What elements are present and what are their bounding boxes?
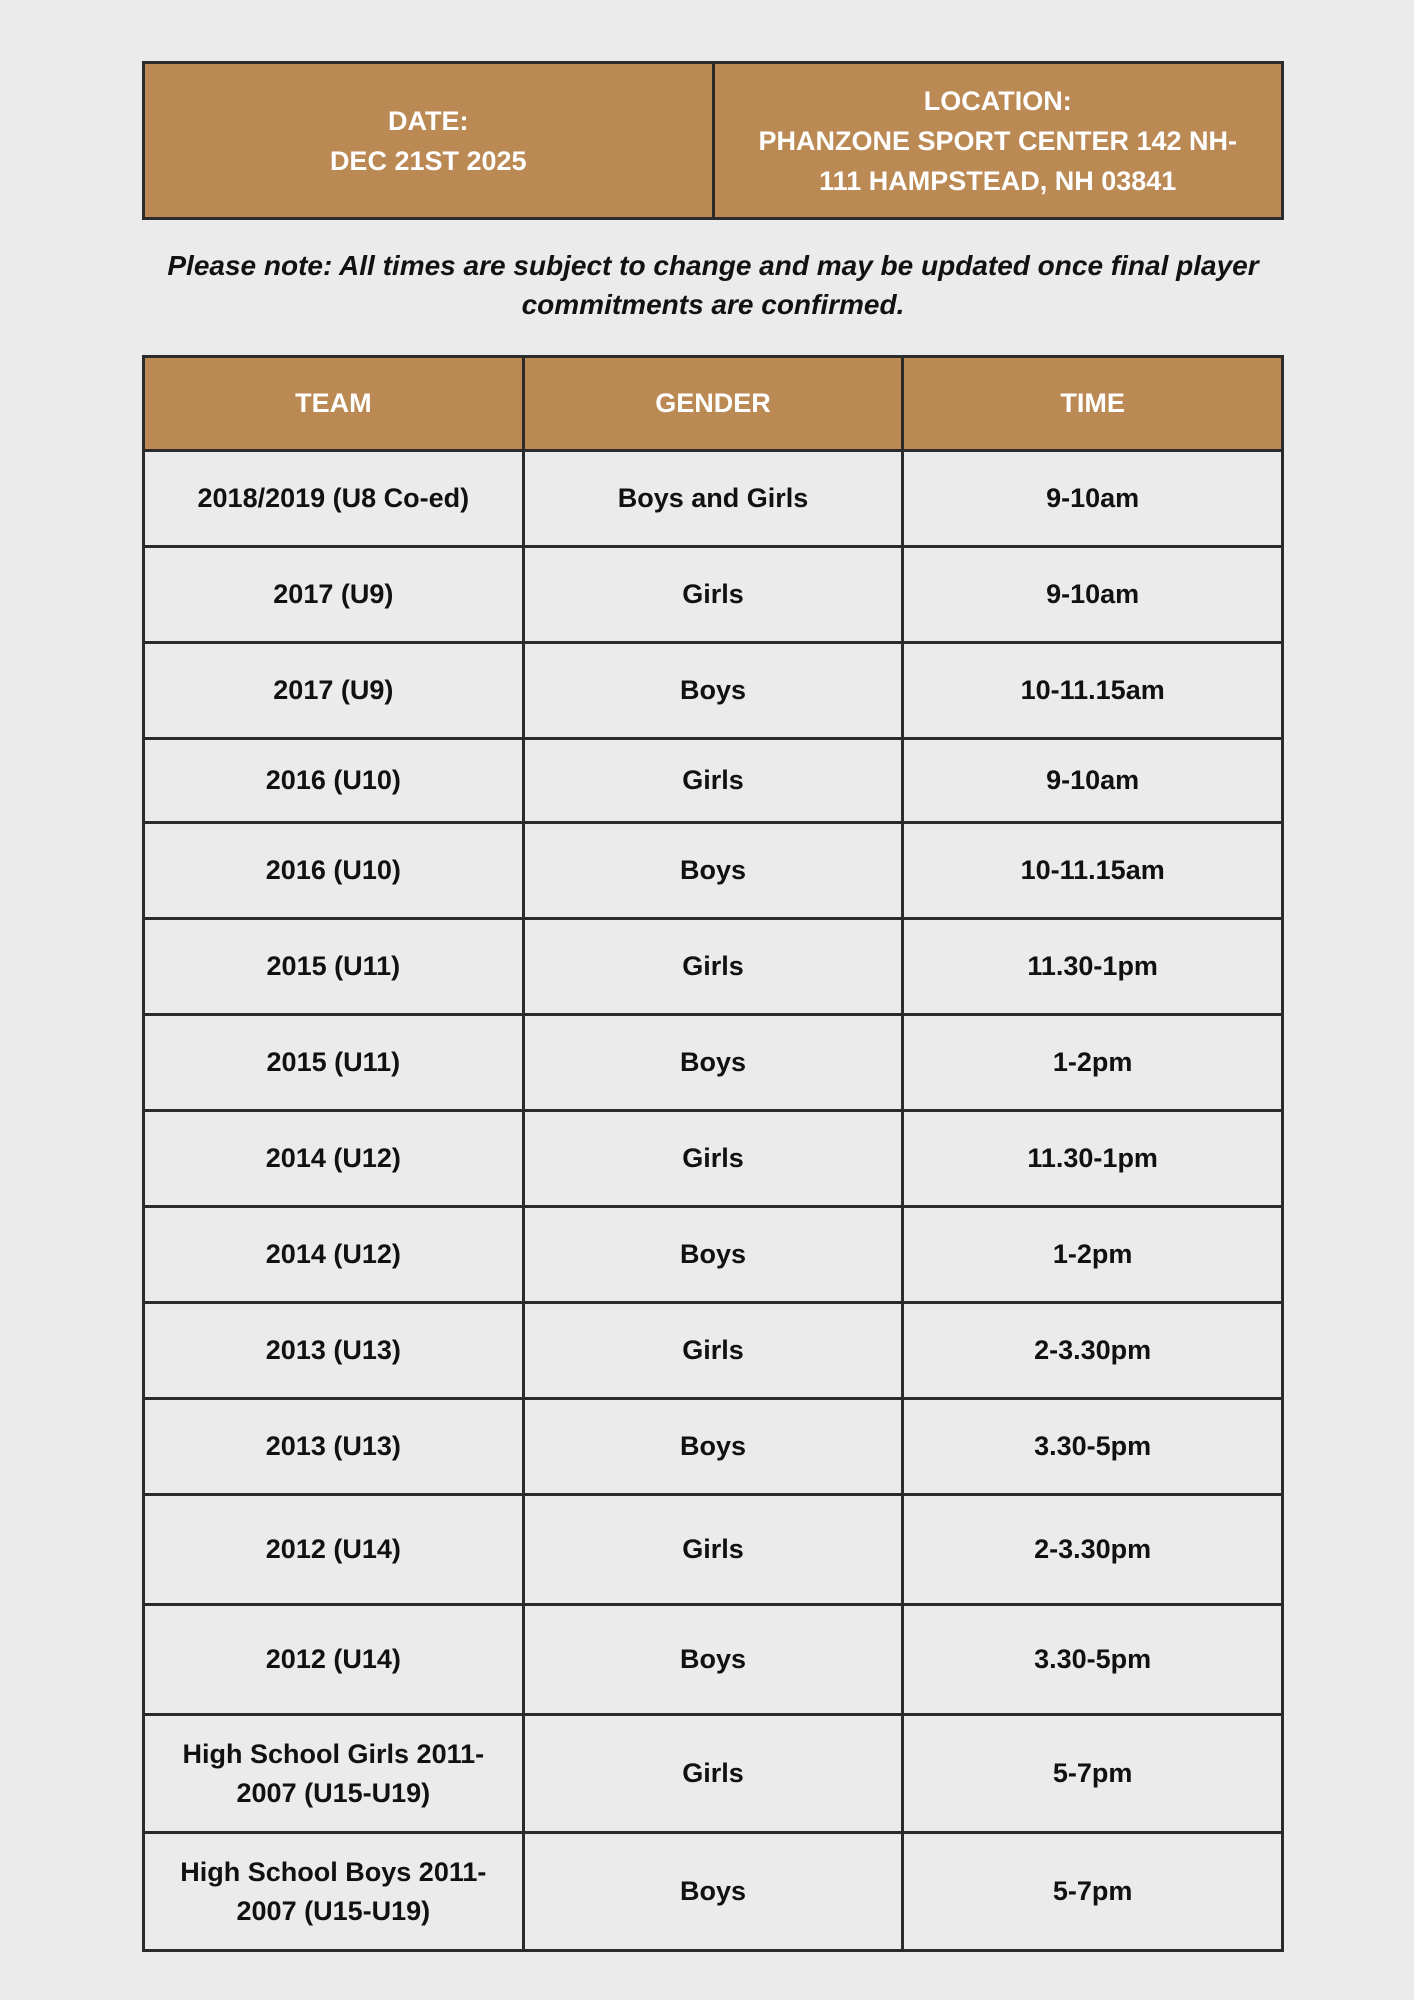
- time-cell: 9-10am: [903, 739, 1283, 823]
- table-row: [144, 1207, 1283, 1303]
- table-row: [144, 1111, 1283, 1207]
- gender-cell: Boys: [523, 1399, 903, 1495]
- team-cell: 2013 (U13): [144, 1399, 524, 1495]
- gender-cell: Girls: [523, 1495, 903, 1605]
- gender-cell: Girls: [523, 547, 903, 643]
- gender-cell: Boys: [523, 1833, 903, 1951]
- table-row: [144, 1015, 1283, 1111]
- time-cell: 10-11.15am: [903, 823, 1283, 919]
- team-cell: 2016 (U10): [144, 823, 524, 919]
- table-row: [144, 1303, 1283, 1399]
- gender-cell: Boys and Girls: [523, 451, 903, 547]
- event-info-header: [142, 61, 1284, 220]
- team-cell: 2013 (U13): [144, 1303, 524, 1399]
- table-row: [144, 823, 1283, 919]
- team-cell: 2012 (U14): [144, 1495, 524, 1605]
- location-value: PHANZONE SPORT CENTER 142 NH-111 HAMPSTEAD, NH 03841: [758, 125, 1238, 196]
- time-cell: 2-3.30pm: [903, 1495, 1283, 1605]
- table-row: [144, 451, 1283, 547]
- team-cell: 2015 (U11): [144, 1015, 524, 1111]
- schedule-table: [142, 355, 1284, 1952]
- team-cell: 2012 (U14): [144, 1605, 524, 1715]
- time-cell: 11.30-1pm: [903, 919, 1283, 1015]
- date-value: DEC 21ST 2025: [329, 145, 527, 176]
- team-cell: High School Girls 2011-2007 (U15-U19): [144, 1715, 524, 1833]
- gender-cell: Girls: [523, 919, 903, 1015]
- team-cell: High School Boys 2011-2007 (U15-U19): [144, 1833, 524, 1951]
- table-row: [144, 643, 1283, 739]
- gender-cell: Boys: [523, 643, 903, 739]
- time-cell: 9-10am: [903, 451, 1283, 547]
- time-cell: 3.30-5pm: [903, 1605, 1283, 1715]
- team-cell: 2014 (U12): [144, 1111, 524, 1207]
- team-cell: 2017 (U9): [144, 547, 524, 643]
- schedule-note: Please note: All times are subject to change and may be updated once final player commitments are confirmed.: [167, 250, 1259, 320]
- gender-cell: Girls: [523, 1715, 903, 1833]
- gender-cell: Boys: [523, 1207, 903, 1303]
- team-cell: 2018/2019 (U8 Co-ed): [144, 451, 524, 547]
- gender-cell: Boys: [523, 1605, 903, 1715]
- team-cell: 2015 (U11): [144, 919, 524, 1015]
- gender-cell: Girls: [523, 1303, 903, 1399]
- date-cell: [144, 63, 714, 219]
- table-row: [144, 1605, 1283, 1715]
- time-cell: 2-3.30pm: [903, 1303, 1283, 1399]
- time-cell: 5-7pm: [903, 1715, 1283, 1833]
- location-cell: [713, 63, 1283, 219]
- table-row: [144, 1715, 1283, 1833]
- location-label: LOCATION:: [923, 85, 1072, 116]
- gender-cell: Boys: [523, 1015, 903, 1111]
- team-cell: 2016 (U10): [144, 739, 524, 823]
- table-row: [144, 1495, 1283, 1605]
- time-cell: 3.30-5pm: [903, 1399, 1283, 1495]
- team-cell: 2014 (U12): [144, 1207, 524, 1303]
- team-cell: 2017 (U9): [144, 643, 524, 739]
- schedule-header-row: [144, 357, 1283, 451]
- column-header-gender: GENDER: [523, 357, 903, 451]
- time-cell: 11.30-1pm: [903, 1111, 1283, 1207]
- table-row: [144, 1399, 1283, 1495]
- table-row: [144, 739, 1283, 823]
- table-row: [144, 919, 1283, 1015]
- table-row: [144, 547, 1283, 643]
- time-cell: 1-2pm: [903, 1207, 1283, 1303]
- gender-cell: Boys: [523, 823, 903, 919]
- date-label: DATE:: [388, 105, 469, 136]
- column-header-team: TEAM: [144, 357, 524, 451]
- gender-cell: Girls: [523, 739, 903, 823]
- time-cell: 1-2pm: [903, 1015, 1283, 1111]
- time-cell: 5-7pm: [903, 1833, 1283, 1951]
- gender-cell: Girls: [523, 1111, 903, 1207]
- time-cell: 10-11.15am: [903, 643, 1283, 739]
- table-row: [144, 1833, 1283, 1951]
- time-cell: 9-10am: [903, 547, 1283, 643]
- column-header-time: TIME: [903, 357, 1283, 451]
